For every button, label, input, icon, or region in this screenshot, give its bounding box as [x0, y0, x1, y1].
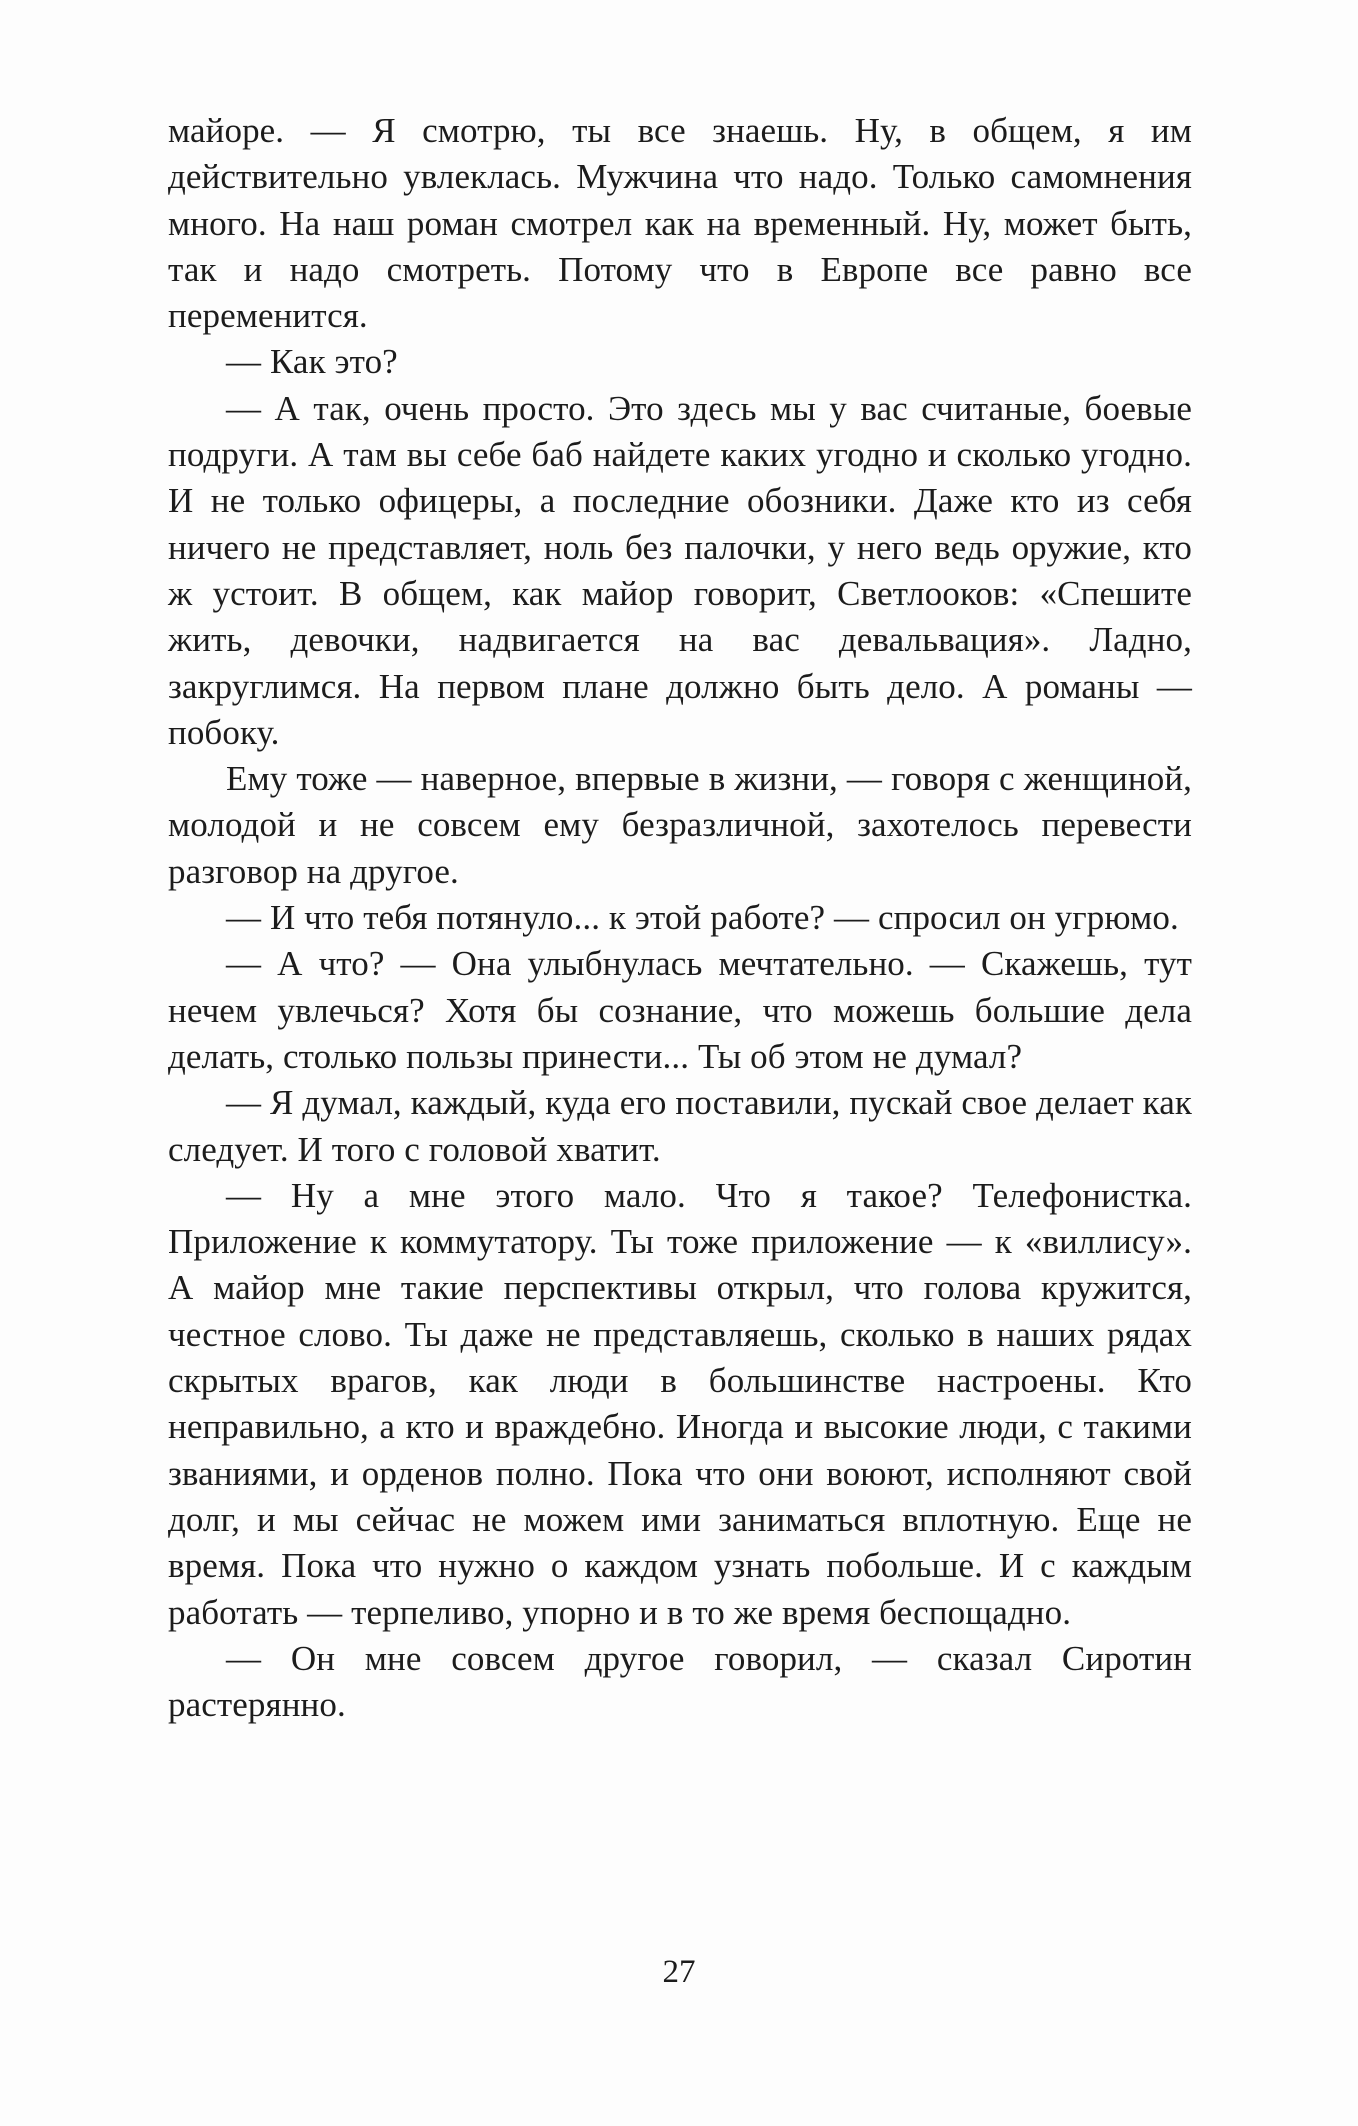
paragraph-6: — А что? — Она улыбнулась мечтательно. — Скажешь, тут нечем увлечься? Хотя бы сознание, что можешь большие дела делать, столько пользы принести... Ты об этом не думал?: [168, 944, 1192, 1076]
paragraph-3: — А так, очень просто. Это здесь мы у вас считаные, боевые подруги. А там вы себе баб найдете каких угодно и сколько угодно. И не только офицеры, а последние обозники. Даже кто из себя ничего не представляет, ноль без палочки, у него ведь оружие, кто ж устоит. В общем, как майор говорит, Светлооков: «Спешите жить, девочки, надвигается на вас девальвация». Ладно, закруглимся. На первом плане должно быть дело. А романы — побоку.: [168, 388, 1192, 752]
paragraph-1: майоре. — Я смотрю, ты все знаешь. Ну, в общем, я им действительно увлеклась. Мужчина что надо. Только самомнения много. На наш роман смотрел как на временный. Ну, может быть, так и надо смотреть. Потому что в Европе все равно все переменится.: [168, 111, 1192, 336]
body-text: [168, 108, 1192, 1728]
paragraph-8: — Ну а мне этого мало. Что я такое? Телефонистка. Приложение к коммутатору. Ты тоже приложение — к «виллису». А майор мне такие перспективы открыл, что голова кружится, честное слово. Ты даже не представляешь, сколько в наших рядах скрытых врагов, как люди в большинстве настроены. Кто неправильно, а кто и враждебно. Иногда и высокие люди, с такими званиями, и орденов полно. Пока что они воюют, исполняют свой долг, и мы сейчас не можем ими заниматься вплотную. Еще не время. Пока что нужно о каждом узнать побольше. И с каждым работать — терпеливо, упорно и в то же время беспощадно.: [168, 1175, 1192, 1632]
paragraph-2: — Как это?: [226, 342, 398, 382]
page-number: 27: [662, 1954, 696, 1990]
paragraph-5: — И что тебя потянуло... к этой работе? — спросил он угрюмо.: [226, 898, 1179, 938]
paragraph-9: — Он мне совсем другое говорил, — сказал Сиротин растерянно.: [168, 1638, 1192, 1725]
paragraph-7: — Я думал, каждый, куда его поставили, пускай свое делает как следует. И того с головой хватит.: [168, 1083, 1192, 1169]
paragraph-4: Ему тоже — наверное, впервые в жизни, — говоря с женщиной, молодой и не совсем ему безразличной, захотелось перевести разговор на другое.: [168, 759, 1192, 891]
